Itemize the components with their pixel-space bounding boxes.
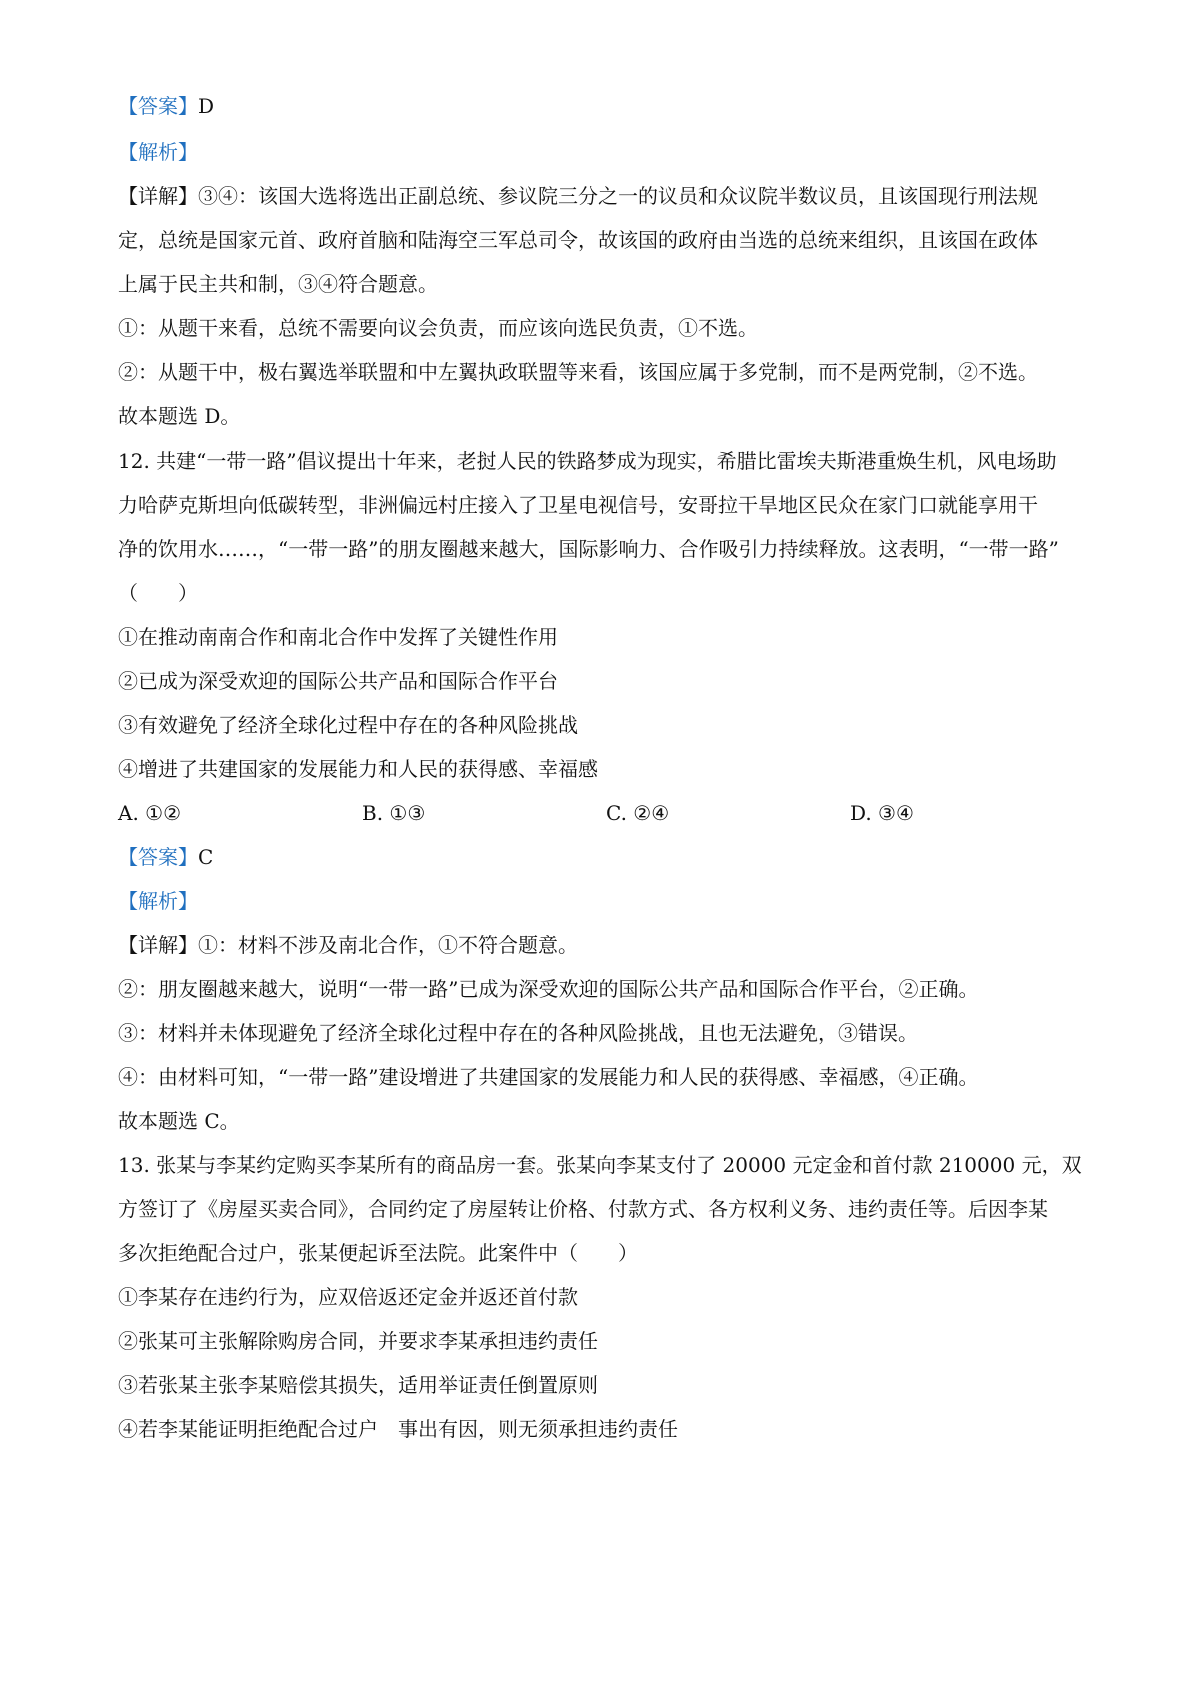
statement-item: ④增进了共建国家的发展能力和人民的获得感、幸福感	[118, 757, 598, 781]
question-stem-line: 方签订了《房屋买卖合同》，合同约定了房屋转让价格、付款方式、各方权利义务、违约责任等。后因李某	[118, 1197, 1048, 1221]
analysis-heading	[118, 138, 1098, 166]
detail-line	[118, 931, 1098, 959]
question-stem-line: 多次拒绝配合过户，张某便起诉至法院。此案件中（ ）	[118, 1241, 638, 1265]
option-c: C. ②④	[606, 801, 670, 825]
detail-line	[118, 182, 1098, 210]
detail-line: 定，总统是国家元首、政府首脑和陆海空三军总司令，故该国的政府由当选的总统来组织，且该国在政体	[118, 228, 1038, 252]
answer-value: C	[198, 845, 214, 869]
analysis-tag: 【解析】	[118, 889, 198, 913]
detail-text: ①：材料不涉及南北合作，①不符合题意。	[198, 933, 578, 957]
answer-line	[118, 843, 1098, 871]
answer-value: D	[198, 94, 215, 118]
question-blank: （ ）	[118, 581, 198, 605]
statement-item: ②已成为深受欢迎的国际公共产品和国际合作平台	[118, 669, 558, 693]
question-stem-line: 力哈萨克斯坦向低碳转型，非洲偏远村庄接入了卫星电视信号，安哥拉干旱地区民众在家门口就能享用干	[118, 493, 1038, 517]
question-stem-line: 12. 共建“一带一路”倡议提出十年来，老挝人民的铁路梦成为现实，希腊比雷埃夫斯港重焕生机，风电场助	[118, 449, 1057, 473]
statement-item: ③若张某主张李某赔偿其损失，适用举证责任倒置原则	[118, 1373, 598, 1397]
detail-line: ①：从题干来看，总统不需要向议会负责，而应该向选民负责，①不选。	[118, 316, 758, 340]
analysis-tag: 【解析】	[118, 140, 198, 164]
conclusion-line: 故本题选 D。	[118, 404, 241, 428]
detail-tag: 【详解】	[118, 933, 198, 957]
detail-line: 上属于民主共和制，③④符合题意。	[118, 272, 438, 296]
question-stem-line: 13. 张某与李某约定购买李某所有的商品房一套。张某向李某支付了 20000 元定金和首付款 210000 元，双	[118, 1153, 1082, 1177]
answer-line	[118, 92, 1098, 120]
detail-line: ②：从题干中，极右翼选举联盟和中左翼执政联盟等来看，该国应属于多党制，而不是两党制，②不选。	[118, 360, 1038, 384]
analysis-heading	[118, 887, 1098, 915]
detail-line: ②：朋友圈越来越大，说明“一带一路”已成为深受欢迎的国际公共产品和国际合作平台，②正确。	[118, 977, 979, 1001]
statement-item: ②张某可主张解除购房合同，并要求李某承担违约责任	[118, 1329, 598, 1353]
conclusion-line: 故本题选 C。	[118, 1109, 240, 1133]
question-stem-line: 净的饮用水……，“一带一路”的朋友圈越来越大，国际影响力、合作吸引力持续释放。这表明，“一带一路”	[118, 537, 1059, 561]
detail-text: ③④：该国大选将选出正副总统、参议院三分之一的议员和众议院半数议员，且该国现行刑法规	[198, 184, 1038, 208]
detail-line: ④：由材料可知，“一带一路”建设增进了共建国家的发展能力和人民的获得感、幸福感，④正确。	[118, 1065, 979, 1089]
statement-item: ①李某存在违约行为，应双倍返还定金并返还首付款	[118, 1285, 578, 1309]
answer-tag: 【答案】	[118, 94, 198, 118]
statement-item: ④若李某能证明拒绝配合过户 事出有因，则无须承担违约责任	[118, 1417, 678, 1441]
answer-tag: 【答案】	[118, 845, 198, 869]
option-b: B. ①③	[362, 801, 426, 825]
option-d: D. ③④	[850, 801, 914, 825]
detail-tag: 【详解】	[118, 184, 198, 208]
option-a: A. ①②	[118, 801, 182, 825]
statement-item: ③有效避免了经济全球化过程中存在的各种风险挑战	[118, 713, 578, 737]
detail-line: ③：材料并未体现避免了经济全球化过程中存在的各种风险挑战，且也无法避免，③错误。	[118, 1021, 918, 1045]
statement-item: ①在推动南南合作和南北合作中发挥了关键性作用	[118, 625, 558, 649]
